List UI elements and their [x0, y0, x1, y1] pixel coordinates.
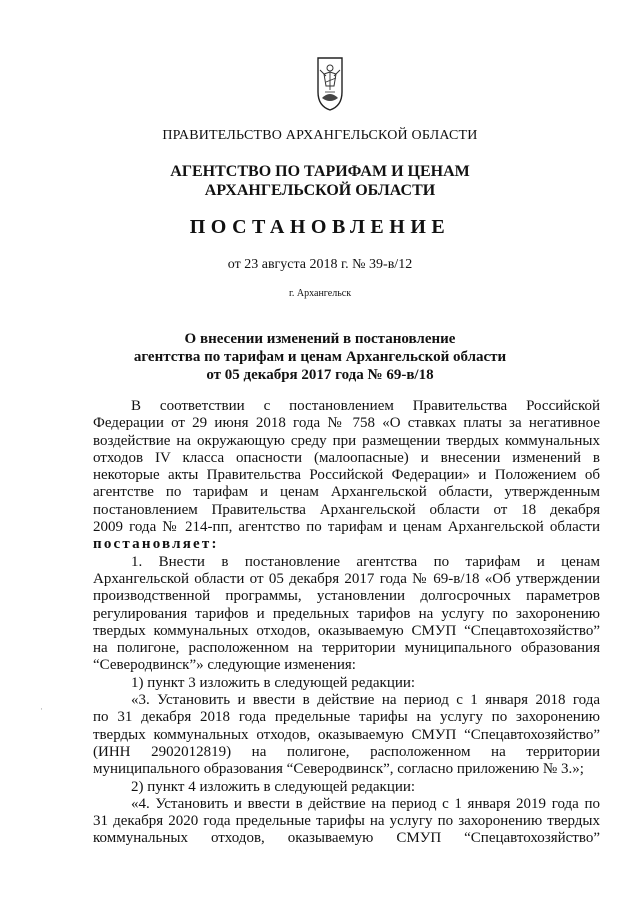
subject-line-2: агентства по тарифам и ценам Архангельской области — [133, 349, 507, 365]
decree-keyword: постановляет: — [93, 536, 219, 553]
body-line: агентстве по тарифам и ценам Архангельской области, утвержденным — [93, 484, 600, 501]
body-line: твердых коммунальных отходов, оказываемую СМУП “Спецавтохозяйство” — [93, 726, 600, 743]
agency-line-1: АГЕНТСТВО ПО ТАРИФАМ И ЦЕНАМ — [170, 163, 470, 180]
body-line: по 31 декабря 2018 года предельные тарифы на услугу по захоронению — [93, 709, 600, 726]
body-line: некоторые акты Правительства Российской Федерации» и Положением об — [93, 467, 600, 484]
body-line: (ИНН 2902012819) на полигоне, расположенном на территории — [93, 743, 600, 760]
body-line: 2009 года № 214-пп, агентство по тарифам и ценам Архангельской области — [93, 519, 600, 536]
city: г. Архангельск — [288, 288, 352, 299]
body-line: 31 декабря 2020 года предельные тарифы на услугу по захоронению твердых — [93, 813, 600, 830]
body-line: твердых коммунальных отходов, оказываемую СМУП “Спецавтохозяйство” — [93, 622, 600, 639]
body-line: 1) пункт 3 изложить в следующей редакции: — [131, 674, 416, 691]
body-line: воздействие на окружающую среду при размещении твердых коммунальных — [93, 432, 600, 449]
body-line: на полигоне, расположенном на территории муниципального образования — [93, 640, 600, 657]
body-line: «3. Установить и ввести в действие на период с 1 января 2018 года — [131, 692, 600, 709]
body-line: Архангельской области от 05 декабря 2017 года № 69-в/18 «Об утверждении — [93, 570, 600, 587]
body-line: постановлением Правительства Архангельской области от 18 декабря — [93, 501, 600, 518]
document-type-title: ПОСТАНОВЛЕНИЕ — [189, 216, 451, 238]
body-line: «4. Установить и ввести в действие на период с 1 января 2019 года по — [131, 795, 600, 812]
date-and-number: от 23 августа 2018 г. № 39-в/12 — [227, 257, 413, 272]
body-line: производственной программы, установлении долгосрочных параметров — [93, 588, 600, 605]
body-line: отходов IV класса опасности (малоопасные) и внесении изменений в — [93, 449, 600, 466]
body-line: муниципального образования “Северодвинск”, согласно приложению № 3.»; — [93, 761, 584, 778]
body-line: Федерации от 29 июня 2018 года № 758 «О ставках платы за негативное — [93, 415, 600, 432]
body-line: коммунальных отходов, оказываемую СМУП “Спецавтохозяйство” — [93, 830, 600, 847]
body-line: “Северодвинск”» следующие изменения: — [93, 657, 356, 674]
coat-of-arms-icon — [316, 56, 344, 112]
document-subject — [40, 330, 600, 384]
margin-mark: · — [40, 704, 43, 714]
body-line: регулирования тарифов и предельных тарифов на услугу по захоронению — [93, 605, 600, 622]
government-name: ПРАВИТЕЛЬСТВО АРХАНГЕЛЬСКОЙ ОБЛАСТИ — [162, 128, 478, 143]
body-line: 2) пункт 4 изложить в следующей редакции: — [131, 778, 416, 795]
subject-line-1: О внесении изменений в постановление — [184, 331, 456, 347]
body-line: В соответствии с постановлением Правительства Российской — [131, 398, 600, 414]
subject-line-3: от 05 декабря 2017 года № 69-в/18 — [206, 367, 434, 383]
agency-name — [40, 162, 600, 200]
agency-line-2: АРХАНГЕЛЬСКОЙ ОБЛАСТИ — [204, 182, 436, 199]
body-line: 1. Внести в постановление агентства по тарифам и ценам — [131, 553, 600, 570]
document-body — [93, 398, 600, 848]
